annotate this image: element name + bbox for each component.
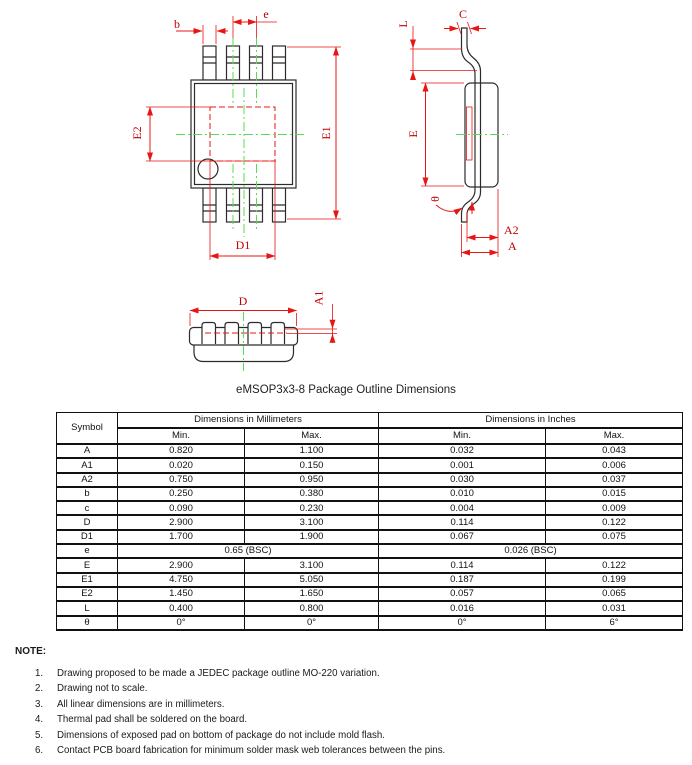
table-cell: 0.122 — [546, 558, 683, 572]
note-text: All linear dimensions are in millimeters. — [57, 698, 225, 710]
table-cell: A — [57, 444, 118, 458]
note-number: 1. — [35, 668, 44, 679]
note-item — [15, 681, 680, 696]
table-cell: 0.950 — [245, 473, 379, 487]
table-cell: 1.650 — [245, 587, 379, 601]
dim-label-theta: θ — [428, 196, 442, 202]
table-cell: A2 — [57, 473, 118, 487]
table-cell: b — [57, 487, 118, 501]
table-row — [57, 530, 683, 544]
table-cell: 0.750 — [118, 473, 245, 487]
table-cell: 0.067 — [379, 530, 546, 544]
table-cell: 1.450 — [118, 587, 245, 601]
table-cell: 0.065 — [546, 587, 683, 601]
table-row — [57, 501, 683, 515]
table-cell: 1.100 — [245, 444, 379, 458]
front-view — [190, 291, 338, 371]
col-header-symbol: Symbol — [57, 413, 118, 445]
table-cell: 3.100 — [245, 558, 379, 572]
table-cell: e — [57, 544, 118, 558]
note-number: 2. — [35, 683, 44, 695]
table-cell: 0.150 — [245, 458, 379, 472]
table-cell: 0.800 — [245, 601, 379, 615]
table-cell: 1.700 — [118, 530, 245, 544]
dim-label-A1: A1 — [311, 290, 326, 306]
table-cell: 0.020 — [118, 458, 245, 472]
note-item — [15, 697, 680, 712]
table-cell: 5.050 — [245, 573, 379, 587]
table-cell: 0.122 — [546, 515, 683, 529]
side-view — [396, 7, 519, 257]
dimensions-table — [56, 412, 683, 631]
dim-label-b: b — [174, 17, 180, 31]
note-item — [15, 666, 680, 681]
note-text: Contact PCB board fabrication for minimum solder mask web tolerances between the pins. — [57, 745, 446, 757]
table-row — [57, 487, 683, 501]
table-cell: 3.100 — [245, 515, 379, 529]
table-row — [57, 558, 683, 572]
table-cell: 0.043 — [546, 444, 683, 458]
table-cell: 0° — [118, 616, 245, 630]
notes-heading: NOTE: — [15, 646, 47, 657]
table-cell: 0.820 — [118, 444, 245, 458]
note-text: Drawing proposed to be made a JEDEC package outline MO-220 variation. — [57, 668, 380, 679]
dim-label-A: A — [508, 239, 517, 253]
table-cell: E — [57, 558, 118, 572]
table-cell: 0.250 — [118, 487, 245, 501]
col-header-in-max: Max. — [546, 428, 683, 444]
table-cell: 0.380 — [245, 487, 379, 501]
table-row — [57, 573, 683, 587]
table-cell: D — [57, 515, 118, 529]
note-number: 5. — [35, 729, 44, 741]
page-title: eMSOP3x3-8 Package Outline Dimensions — [236, 384, 456, 396]
note-item — [15, 743, 680, 758]
table-cell: 1.900 — [245, 530, 379, 544]
table-cell: 0.010 — [379, 487, 546, 501]
table-cell: 0.090 — [118, 501, 245, 515]
note-text: Drawing not to scale. — [57, 683, 148, 695]
table-cell: A1 — [57, 458, 118, 472]
table-cell: 0.030 — [379, 473, 546, 487]
table-cell: 0° — [379, 616, 546, 630]
note-number: 6. — [35, 745, 44, 757]
dim-label-D1: D1 — [235, 238, 251, 252]
col-header-mm-min: Min. — [118, 428, 245, 444]
table-row — [57, 616, 683, 630]
table-cell: E1 — [57, 573, 118, 587]
table-cell: E2 — [57, 587, 118, 601]
table-cell: 0.400 — [118, 601, 245, 615]
col-header-mm: Dimensions in Millimeters — [118, 413, 379, 429]
notes-section — [15, 646, 680, 758]
note-item — [15, 712, 680, 727]
table-cell: 0.65 (BSC) — [118, 544, 379, 558]
col-header-mm-max: Max. — [245, 428, 379, 444]
table-cell: 0.199 — [546, 573, 683, 587]
table-cell: 0.009 — [546, 501, 683, 515]
table-cell: 0.001 — [379, 458, 546, 472]
top-view — [130, 7, 341, 260]
table-cell: L — [57, 601, 118, 615]
table-cell: θ — [57, 616, 118, 630]
table-cell: D1 — [57, 530, 118, 544]
dim-label-e: e — [263, 7, 269, 21]
table-row — [57, 444, 683, 458]
table-cell: 0.114 — [379, 558, 546, 572]
table-cell: 0.016 — [379, 601, 546, 615]
note-number: 3. — [35, 698, 44, 710]
table-cell: 2.900 — [118, 558, 245, 572]
dim-label-E2: E2 — [130, 126, 144, 140]
table-row — [57, 515, 683, 529]
col-header-in-min: Min. — [379, 428, 546, 444]
table-cell: 4.750 — [118, 573, 245, 587]
table-cell: 0.057 — [379, 587, 546, 601]
table-cell: 0.075 — [546, 530, 683, 544]
package-outline-drawing — [0, 0, 692, 378]
table-cell: 0.004 — [379, 501, 546, 515]
dim-label-E1: E1 — [319, 126, 333, 140]
table-row — [57, 544, 683, 558]
table-row — [57, 587, 683, 601]
dim-label-C: C — [458, 7, 468, 21]
table-cell: 0.187 — [379, 573, 546, 587]
note-item — [15, 728, 680, 743]
col-header-inches: Dimensions in Inches — [379, 413, 683, 429]
table-cell: 2.900 — [118, 515, 245, 529]
dim-label-D: D — [238, 294, 248, 308]
table-cell: 0.114 — [379, 515, 546, 529]
table-cell: 6° — [546, 616, 683, 630]
table-cell: 0° — [245, 616, 379, 630]
dim-label-L: L — [396, 20, 410, 28]
table-cell: 0.006 — [546, 458, 683, 472]
table-cell: 0.032 — [379, 444, 546, 458]
table-cell: 0.031 — [546, 601, 683, 615]
dim-label-A2: A2 — [504, 223, 519, 237]
table-cell: 0.230 — [245, 501, 379, 515]
table-row — [57, 473, 683, 487]
table-cell: 0.015 — [546, 487, 683, 501]
table-row — [57, 601, 683, 615]
note-text: Dimensions of exposed pad on bottom of package do not include mold flash. — [57, 729, 385, 741]
table-cell: 0.026 (BSC) — [379, 544, 683, 558]
note-number: 4. — [35, 714, 44, 726]
note-text: Thermal pad shall be soldered on the board. — [57, 714, 248, 726]
table-cell: 0.037 — [546, 473, 683, 487]
dim-label-E: E — [406, 130, 420, 138]
table-row — [57, 458, 683, 472]
table-cell: c — [57, 501, 118, 515]
